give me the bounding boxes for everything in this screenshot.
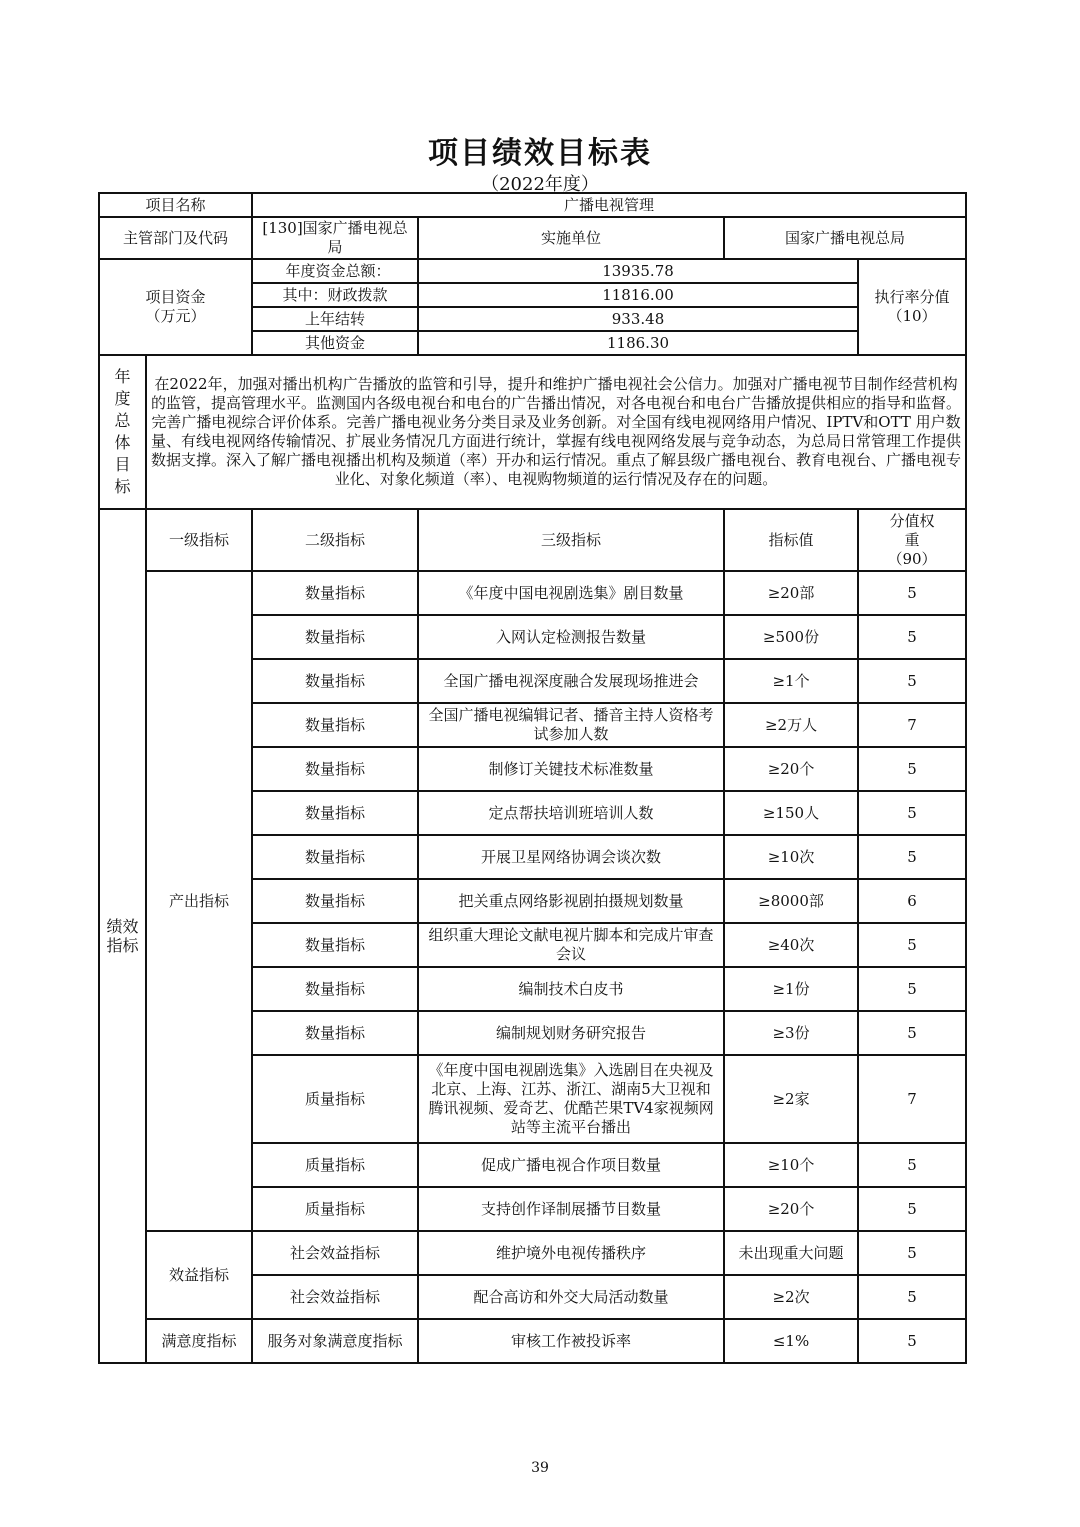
indicator-header-row xyxy=(99,509,966,571)
fund-label-text: 项目资金（万元） xyxy=(145,288,206,325)
indicator-level3: 支持创作译制展播节目数量 xyxy=(418,1187,724,1231)
indicator-weight: 6 xyxy=(858,879,966,923)
exec-rate-text: 执行率分值（10） xyxy=(874,288,950,325)
indicator-weight: 5 xyxy=(858,835,966,879)
indicator-weight: 5 xyxy=(858,791,966,835)
indicator-level2: 社会效益指标 xyxy=(252,1275,418,1319)
fund-fiscal-label: 其中：财政拨款 xyxy=(252,283,418,307)
indicator-weight: 5 xyxy=(858,1319,966,1363)
indicator-level2: 数量指标 xyxy=(252,879,418,923)
page-number: 39 xyxy=(531,1460,549,1476)
indicator-value: ≥1个 xyxy=(724,659,858,703)
indicator-level3: 《年度中国电视剧选集》剧目数量 xyxy=(418,571,724,615)
fund-total-value: 13935.78 xyxy=(418,259,858,283)
indicator-value: ≥1份 xyxy=(724,967,858,1011)
level1-indicator: 效益指标 xyxy=(146,1231,252,1319)
indicator-weight: 5 xyxy=(858,1011,966,1055)
indicator-weight: 5 xyxy=(858,923,966,967)
level1-indicator: 满意度指标 xyxy=(146,1319,252,1363)
indicator-weight: 5 xyxy=(858,1187,966,1231)
indicator-level3: 配合高访和外交大局活动数量 xyxy=(418,1275,724,1319)
indicator-value: ≥40次 xyxy=(724,923,858,967)
indicator-row xyxy=(99,571,966,615)
indicator-value: ≥2万人 xyxy=(724,703,858,747)
indicator-value: ≥500份 xyxy=(724,615,858,659)
row-project-name xyxy=(99,193,966,217)
indicator-value: ≥150人 xyxy=(724,791,858,835)
level1-indicator: 产出指标 xyxy=(146,571,252,1231)
fund-other-label: 其他资金 xyxy=(252,331,418,355)
indicator-level3: 维护境外电视传播秩序 xyxy=(418,1231,724,1275)
indicator-value: 未出现重大问题 xyxy=(724,1231,858,1275)
indicator-weight: 7 xyxy=(858,703,966,747)
fund-fiscal-value: 11816.00 xyxy=(418,283,858,307)
indicator-section-label xyxy=(99,509,146,1363)
header-level2: 二级指标 xyxy=(252,509,418,571)
indicator-level2: 质量指标 xyxy=(252,1143,418,1187)
indicator-level2: 数量指标 xyxy=(252,1011,418,1055)
indicator-level2: 数量指标 xyxy=(252,615,418,659)
indicator-level2: 数量指标 xyxy=(252,747,418,791)
indicator-level3: 入网认定检测报告数量 xyxy=(418,615,724,659)
indicator-level2: 数量指标 xyxy=(252,571,418,615)
indicator-weight: 7 xyxy=(858,1055,966,1143)
indicator-level3: 把关重点网络影视剧拍摄规划数量 xyxy=(418,879,724,923)
fund-total-label: 年度资金总额： xyxy=(252,259,418,283)
indicator-weight: 5 xyxy=(858,659,966,703)
indicator-weight: 5 xyxy=(858,747,966,791)
indicator-level3: 开展卫星网络协调会谈次数 xyxy=(418,835,724,879)
indicator-value: ≥20部 xyxy=(724,571,858,615)
indicator-level3: 组织重大理论文献电视片脚本和完成片审查会议 xyxy=(418,923,724,967)
department-label: 主管部门及代码 xyxy=(99,217,252,259)
fund-carryover-value: 933.48 xyxy=(418,307,858,331)
indicator-level3: 促成广播电视合作项目数量 xyxy=(418,1143,724,1187)
indicator-level3: 定点帮扶培训班培训人数 xyxy=(418,791,724,835)
implementer-value: 国家广播电视总局 xyxy=(724,217,966,259)
indicator-level3: 制修订关键技术标准数量 xyxy=(418,747,724,791)
annual-goal-label-text: 年度总体目标 xyxy=(114,367,131,496)
indicator-level3: 全国广播电视深度融合发展现场推进会 xyxy=(418,659,724,703)
indicator-value: ≥20个 xyxy=(724,1187,858,1231)
performance-table xyxy=(98,192,967,1364)
indicator-value: ≥2次 xyxy=(724,1275,858,1319)
indicator-level3: 全国广播电视编辑记者、播音主持人资格考试参加人数 xyxy=(418,703,724,747)
row-fund-total xyxy=(99,259,966,283)
indicator-weight: 5 xyxy=(858,615,966,659)
indicator-weight: 5 xyxy=(858,1143,966,1187)
project-name-value: 广播电视管理 xyxy=(252,193,966,217)
indicator-value: ≥3份 xyxy=(724,1011,858,1055)
indicator-row xyxy=(99,1319,966,1363)
indicator-level2: 服务对象满意度指标 xyxy=(252,1319,418,1363)
indicator-weight: 5 xyxy=(858,1275,966,1319)
indicator-value: ≥10个 xyxy=(724,1143,858,1187)
header-value: 指标值 xyxy=(724,509,858,571)
project-name-label: 项目名称 xyxy=(99,193,252,217)
indicator-level3: 审核工作被投诉率 xyxy=(418,1319,724,1363)
indicator-level2: 数量指标 xyxy=(252,659,418,703)
fund-carryover-label: 上年结转 xyxy=(252,307,418,331)
year-subtitle: （2022年度） xyxy=(481,174,599,195)
indicator-level2: 数量指标 xyxy=(252,923,418,967)
indicator-level2: 质量指标 xyxy=(252,1055,418,1143)
indicator-value: ≥8000部 xyxy=(724,879,858,923)
indicator-value: ≤1% xyxy=(724,1319,858,1363)
department-value: [130]国家广播电视总局 xyxy=(252,217,418,259)
indicator-level2: 数量指标 xyxy=(252,967,418,1011)
indicator-section-text: 绩效指标 xyxy=(106,916,139,955)
indicator-value: ≥10次 xyxy=(724,835,858,879)
indicator-value: ≥20个 xyxy=(724,747,858,791)
header-weight-text: 分值权重（90） xyxy=(887,511,937,568)
indicator-value: ≥2家 xyxy=(724,1055,858,1143)
indicator-level2: 数量指标 xyxy=(252,703,418,747)
header-level1: 一级指标 xyxy=(146,509,252,571)
implementer-label: 实施单位 xyxy=(418,217,724,259)
indicator-weight: 5 xyxy=(858,1231,966,1275)
indicator-row xyxy=(99,1231,966,1275)
annual-goal-label xyxy=(99,355,146,509)
indicator-weight: 5 xyxy=(858,571,966,615)
indicator-level3: 编制技术白皮书 xyxy=(418,967,724,1011)
exec-rate-label xyxy=(858,259,966,355)
fund-other-value: 1186.30 xyxy=(418,331,858,355)
row-department xyxy=(99,217,966,259)
indicator-level2: 数量指标 xyxy=(252,791,418,835)
row-annual-goal xyxy=(99,355,966,509)
header-weight xyxy=(858,509,966,571)
indicator-level2: 社会效益指标 xyxy=(252,1231,418,1275)
fund-label xyxy=(99,259,252,355)
indicator-level3: 编制规划财务研究报告 xyxy=(418,1011,724,1055)
annual-goal-text: 在2022年，加强对播出机构广告播放的监管和引导，提升和维护广播电视社会公信力。加强对广播电视节目制作经营机构的监管，提高管理水平。监测国内各级电视台和电台的广告播出情况，对各电视台和电台广告播放提供相应的指导和监督。完善广播电视综合评价体系。完善广播电视业务分类目录及业务创新。对全国有线电视网络用户情况、IPTV和OTT 用户数量、有线电视网络传输情况、扩展业务情况几方面进行统计，掌握有线电视网络发展与竞争动态，为总局日常管理工作提供数据支撑。深入了解广播电视播出机构及频道（率）开办和运行情况。重点了解县级广播电视台、教育电视台、广播电视专业化、对象化频道（率）、电视购物频道的运行情况及存在的问题。 xyxy=(146,355,966,509)
header-level3: 三级指标 xyxy=(418,509,724,571)
indicator-level3: 《年度中国电视剧选集》入选剧目在央视及北京、上海、江苏、浙江、湖南5大卫视和腾讯视频、爱奇艺、优酷芒果TV4家视频网站等主流平台播出 xyxy=(418,1055,724,1143)
page-title: 项目绩效目标表 xyxy=(428,136,652,171)
indicator-level2: 数量指标 xyxy=(252,835,418,879)
indicator-level2: 质量指标 xyxy=(252,1187,418,1231)
indicator-weight: 5 xyxy=(858,967,966,1011)
